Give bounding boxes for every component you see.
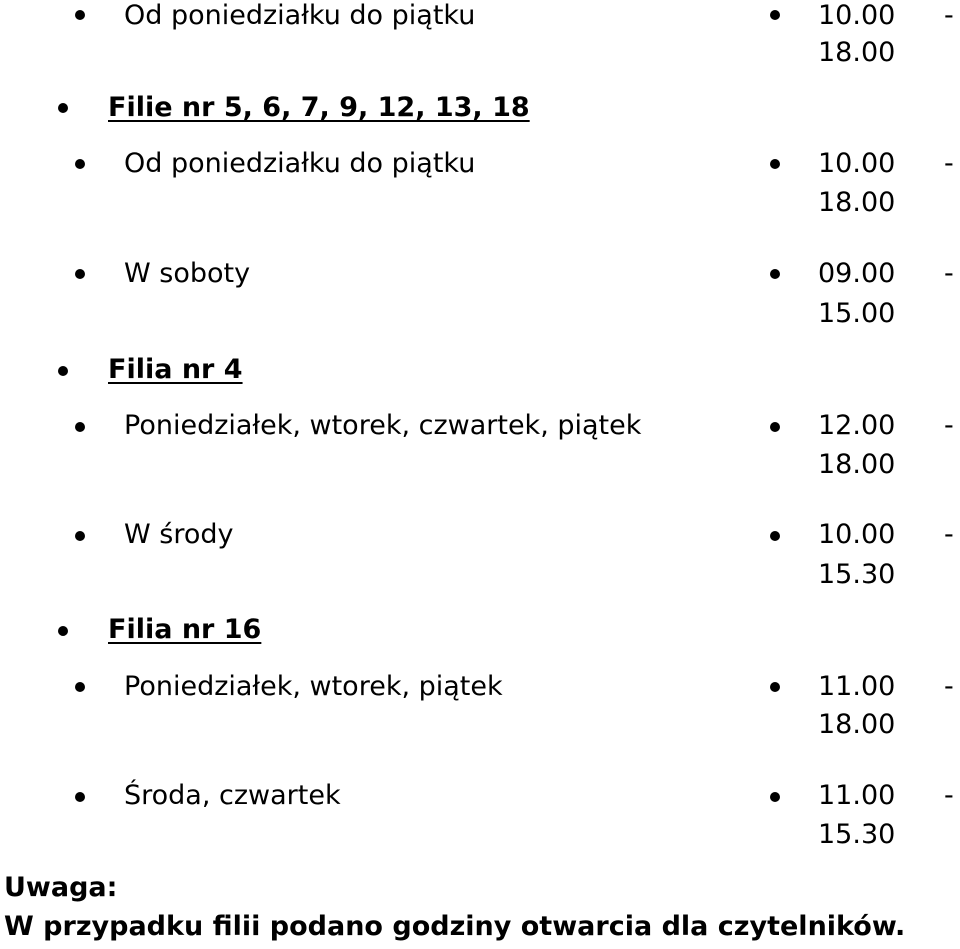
bullet-icon (770, 422, 780, 432)
time-end: 15.00 (818, 298, 896, 329)
time-start: 10.00 (818, 0, 896, 31)
bullet-icon (770, 682, 780, 692)
branch-heading: Filia nr 16 (108, 614, 262, 645)
day-label: W środy (124, 519, 234, 550)
bullet-icon (770, 531, 780, 541)
time-dash: - (944, 148, 954, 179)
day-label: Poniedziałek, wtorek, piątek (124, 671, 503, 702)
time-start: 11.00 (818, 671, 896, 702)
bullet-icon (75, 10, 85, 20)
time-end: 18.00 (818, 449, 896, 480)
branch-heading: Filia nr 4 (108, 354, 243, 385)
bullet-icon (75, 159, 85, 169)
time-start: 10.00 (818, 148, 896, 179)
time-dash: - (944, 671, 954, 702)
time-dash: - (944, 410, 954, 441)
bullet-icon (770, 792, 780, 802)
bullet-icon (75, 531, 85, 541)
time-dash: - (944, 780, 954, 811)
day-label: Od poniedziałku do piątku (124, 148, 476, 179)
time-end: 18.00 (818, 187, 896, 218)
day-label: W soboty (124, 258, 251, 289)
day-label: Poniedziałek, wtorek, czwartek, piątek (124, 410, 642, 441)
day-label: Środa, czwartek (124, 780, 341, 811)
time-dash: - (944, 519, 954, 550)
note-text: W przypadku filii podano godziny otwarcia dla czytelników. (4, 911, 906, 942)
bullet-icon (58, 626, 68, 636)
time-start: 12.00 (818, 410, 896, 441)
note-title: Uwaga: (4, 872, 118, 903)
bullet-icon (770, 269, 780, 279)
time-end: 15.30 (818, 559, 896, 590)
time-end: 18.00 (818, 37, 896, 68)
time-start: 09.00 (818, 258, 896, 289)
time-start: 10.00 (818, 519, 896, 550)
time-start: 11.00 (818, 780, 896, 811)
time-end: 18.00 (818, 709, 896, 740)
time-dash: - (944, 258, 954, 289)
bullet-icon (75, 422, 85, 432)
bullet-icon (58, 103, 68, 113)
bullet-icon (770, 159, 780, 169)
bullet-icon (770, 10, 780, 20)
bullet-icon (75, 792, 85, 802)
time-end: 15.30 (818, 819, 896, 850)
day-label: Od poniedziałku do piątku (124, 0, 476, 31)
bullet-icon (75, 269, 85, 279)
time-dash: - (944, 0, 954, 31)
bullet-icon (75, 682, 85, 692)
branch-heading: Filie nr 5, 6, 7, 9, 12, 13, 18 (108, 92, 530, 123)
bullet-icon (58, 366, 68, 376)
